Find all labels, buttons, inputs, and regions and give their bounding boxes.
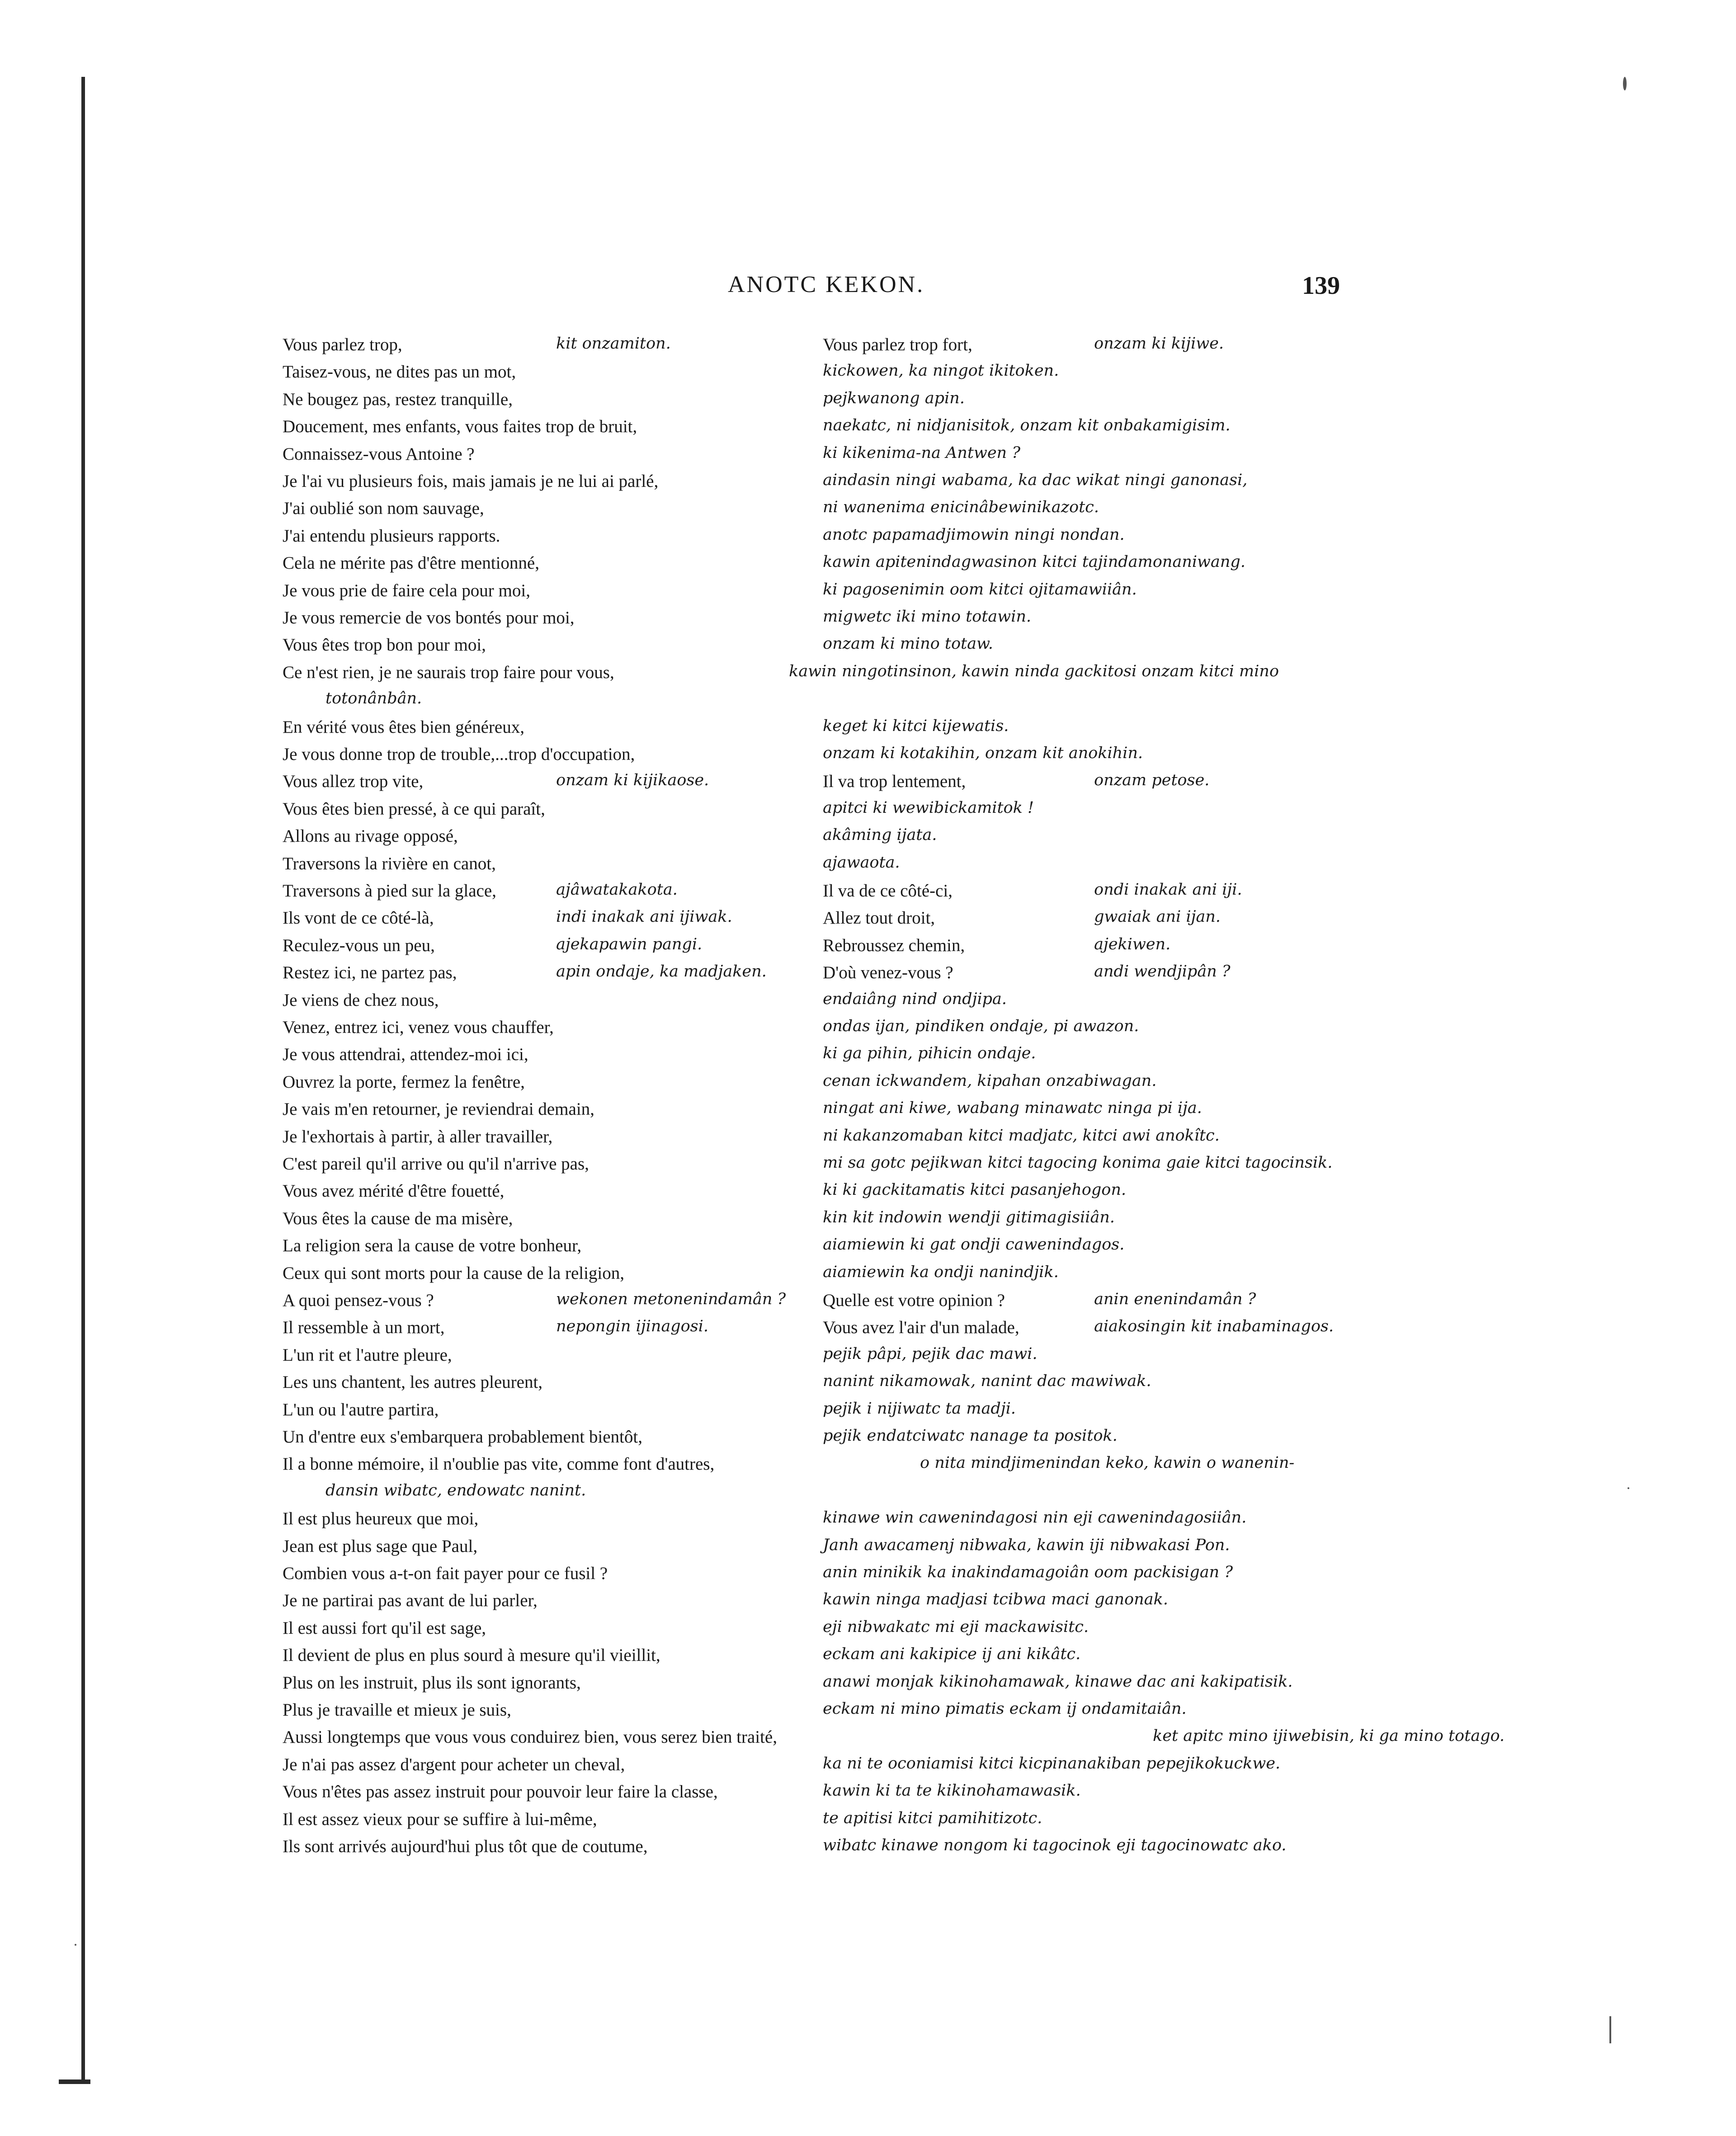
french-phrase: Vous êtes la cause de ma misère,: [283, 1208, 513, 1228]
ojibwe-translation: ajekiwen.: [1094, 935, 1171, 953]
ojibwe-translation: onzam petose.: [1094, 771, 1210, 790]
phrase-line: [0, 1645, 1736, 1672]
french-phrase: Allons au rivage opposé,: [283, 826, 458, 846]
phrase-line: [0, 1154, 1736, 1181]
ojibwe-translation: ki ki gackitamatis kitci pasanjehogon.: [823, 1181, 1127, 1199]
phrase-line: [0, 1509, 1736, 1536]
french-phrase: Je vais m'en retourner, je reviendrai demain,: [283, 1099, 594, 1119]
ojibwe-translation: aindasin ningi wabama, ka dac wikat ningi ganonasi,: [823, 471, 1248, 489]
french-phrase: Venez, entrez ici, venez vous chauffer,: [283, 1018, 554, 1037]
french-phrase: D'où venez-vous ?: [823, 963, 953, 983]
ojibwe-translation: ni wanenima enicinâbewinikazotc.: [823, 498, 1099, 517]
french-phrase: Un d'entre eux s'embarquera probablement bientôt,: [283, 1427, 642, 1447]
french-phrase: Je vous prie de faire cela pour moi,: [283, 580, 530, 600]
french-phrase: Ouvrez la porte, fermez la fenêtre,: [283, 1072, 525, 1092]
phrase-line: [0, 962, 1736, 990]
ojibwe-translation: eckam ani kakipice ij ani kikâtc.: [823, 1645, 1081, 1664]
ojibwe-translation: endaiâng nind ondjipa.: [823, 990, 1007, 1008]
ojibwe-translation: wibatc kinawe nongom ki tagocinok eji tagocinowatc ako.: [823, 1836, 1287, 1854]
phrase-line: [0, 1809, 1736, 1836]
french-phrase: Taisez-vous, ne dites pas un mot,: [283, 362, 516, 382]
ojibwe-translation-continued: dansin wibatc, endowatc nanint.: [326, 1481, 586, 1499]
ojibwe-translation: pejik endatciwatc nanage ta positok.: [823, 1427, 1118, 1445]
french-phrase: Il va de ce côté-ci,: [823, 881, 953, 901]
ojibwe-translation: o nita mindjimenindan keko, kawin o wanenin-: [920, 1454, 1295, 1472]
french-phrase: L'un ou l'autre partira,: [283, 1400, 439, 1419]
french-phrase: Ce n'est rien, je ne saurais trop faire pour vous,: [283, 662, 614, 682]
ojibwe-translation: kawin ningotinsinon, kawin ninda gackitosi onzam kitci mino: [789, 662, 1279, 680]
french-phrase: Rebroussez chemin,: [823, 935, 965, 955]
phrase-list: [0, 335, 1736, 1872]
french-phrase: Traversons la rivière en canot,: [283, 853, 496, 873]
ojibwe-translation: pejkwanong apin.: [823, 389, 965, 407]
phrase-line: [0, 1454, 1736, 1481]
phrase-line: [0, 826, 1736, 853]
ojibwe-translation: ondas ijan, pindiken ondaje, pi awazon.: [823, 1017, 1139, 1035]
phrase-line: [0, 744, 1736, 771]
ojibwe-translation: migwetc iki mino totawin.: [823, 608, 1031, 626]
scan-speck: [1609, 2016, 1611, 2043]
ojibwe-translation: anawi monjak kikinohamawak, kinawe dac ani kakipatisik.: [823, 1672, 1293, 1691]
ojibwe-translation: onzam ki kotakihin, onzam kit anokihin.: [823, 744, 1143, 762]
ojibwe-translation: kawin ki ta te kikinohamawasik.: [823, 1782, 1081, 1800]
ojibwe-translation: ningat ani kiwe, wabang minawatc ninga pi ija.: [823, 1099, 1202, 1118]
phrase-line: [0, 1317, 1736, 1344]
scan-speck: [1628, 1487, 1629, 1489]
french-phrase: Je ne partirai pas avant de lui parler,: [283, 1591, 538, 1611]
french-phrase: Allez tout droit,: [823, 908, 935, 928]
french-phrase: Ils vont de ce côté-là,: [283, 908, 434, 928]
french-phrase: En vérité vous êtes bien généreux,: [283, 717, 524, 737]
french-phrase: Je vous remercie de vos bontés pour moi,: [283, 608, 575, 627]
french-phrase: Vous parlez trop,: [283, 335, 402, 354]
scan-speck: [75, 1944, 76, 1946]
ojibwe-translation: kawin apitenindagwasinon kitci tajindamonaniwang.: [823, 553, 1245, 571]
ojibwe-translation: indi inakak ani ijiwak.: [556, 908, 732, 926]
ojibwe-translation: ki kikenima-na Antwen ?: [823, 443, 1020, 462]
french-phrase: Plus je travaille et mieux je suis,: [283, 1700, 511, 1720]
french-phrase: Restez ici, ne partez pas,: [283, 963, 457, 983]
ojibwe-translation: ni kakanzomaban kitci madjatc, kitci awi anokîtc.: [823, 1126, 1220, 1145]
french-phrase: Je vous donne trop de trouble,...trop d'occupation,: [283, 745, 635, 764]
french-phrase: Vous êtes trop bon pour moi,: [283, 635, 486, 655]
french-phrase: Je l'exhortais à partir, à aller travailler,: [283, 1127, 553, 1146]
french-phrase: Il est plus heureux que moi,: [283, 1509, 479, 1529]
phrase-line: [0, 362, 1736, 389]
french-phrase: Vous avez l'air d'un malade,: [823, 1318, 1019, 1338]
french-phrase: A quoi pensez-vous ?: [283, 1291, 434, 1310]
ojibwe-translation: ajâwatakakota.: [556, 881, 678, 899]
french-phrase: Reculez-vous un peu,: [283, 935, 435, 955]
ojibwe-translation: onzam ki kijikaose.: [556, 771, 709, 790]
ojibwe-translation: kawin ninga madjasi tcibwa maci ganonak.: [823, 1590, 1168, 1609]
french-phrase: Je l'ai vu plusieurs fois, mais jamais je ne lui ai parlé,: [283, 472, 659, 491]
ojibwe-translation: onzam ki kijiwe.: [1094, 335, 1224, 353]
ojibwe-translation: te apitisi kitci pamihitizotc.: [823, 1809, 1043, 1827]
french-phrase: Combien vous a-t-on fait payer pour ce fusil ?: [283, 1564, 608, 1583]
french-phrase: Plus on les instruit, plus ils sont ignorants,: [283, 1673, 581, 1693]
french-phrase: Je viens de chez nous,: [283, 990, 439, 1010]
ojibwe-translation: ki pagosenimin oom kitci ojitamawiiân.: [823, 580, 1137, 599]
phrase-line: [0, 1536, 1736, 1563]
ojibwe-translation: aiakosingin kit inabaminagos.: [1094, 1317, 1334, 1336]
running-title: ANOTC KEKON.: [728, 272, 925, 297]
ojibwe-translation: kinawe win cawenindagosi nin eji cawenindagosiiân.: [823, 1509, 1247, 1527]
french-phrase: C'est pareil qu'il arrive ou qu'il n'arrive pas,: [283, 1154, 589, 1174]
french-phrase: Connaissez-vous Antoine ?: [283, 444, 475, 464]
french-phrase: Vous allez trop vite,: [283, 772, 424, 792]
ojibwe-translation: kickowen, ka ningot ikitoken.: [823, 362, 1059, 380]
ojibwe-translation: gwaiak ani ijan.: [1094, 908, 1221, 926]
phrase-line: [0, 1099, 1736, 1126]
page-header: [0, 271, 1736, 307]
french-phrase: Jean est plus sage que Paul,: [283, 1536, 478, 1556]
ojibwe-translation: eji nibwakatc mi eji mackawisitc.: [823, 1617, 1089, 1636]
phrase-line: [0, 853, 1736, 881]
phrase-line: [0, 1700, 1736, 1727]
phrase-line: [0, 1427, 1736, 1454]
french-phrase: La religion sera la cause de votre bonheur,: [283, 1236, 582, 1256]
french-phrase: Ceux qui sont morts pour la cause de la religion,: [283, 1263, 625, 1283]
ojibwe-translation: andi wendjipân ?: [1094, 962, 1231, 981]
phrase-line: [0, 1263, 1736, 1290]
french-phrase: Il est assez vieux pour se suffire à lui-même,: [283, 1809, 597, 1829]
phrase-line: [0, 908, 1736, 935]
french-phrase: Aussi longtemps que vous vous conduirez bien, vous serez bien traité,: [283, 1727, 777, 1747]
ojibwe-translation: kin kit indowin wendji gitimagisiiân.: [823, 1208, 1115, 1226]
phrase-line: [0, 1481, 1736, 1509]
phrase-line: [0, 498, 1736, 525]
ojibwe-translation-continued: totonânbân.: [326, 689, 422, 708]
french-phrase: Vous n'êtes pas assez instruit pour pouvoir leur faire la classe,: [283, 1782, 718, 1802]
phrase-line: [0, 1782, 1736, 1809]
phrase-line: [0, 1727, 1736, 1754]
ojibwe-translation: pejik pâpi, pejik dac mawi.: [823, 1344, 1038, 1363]
ojibwe-translation: kit onzamiton.: [556, 335, 671, 353]
phrase-line: [0, 1208, 1736, 1235]
ojibwe-translation: cenan ickwandem, kipahan onzabiwagan.: [823, 1071, 1157, 1090]
ojibwe-translation: ondi inakak ani iji.: [1094, 881, 1242, 899]
ojibwe-translation: ajekapawin pangi.: [556, 935, 703, 953]
phrase-line: [0, 1400, 1736, 1427]
phrase-line: [0, 717, 1736, 744]
ojibwe-translation: apitci ki wewibickamitok !: [823, 798, 1034, 817]
phrase-line: [0, 471, 1736, 498]
french-phrase: Il a bonne mémoire, il n'oublie pas vite, comme font d'autres,: [283, 1454, 715, 1474]
french-phrase: Quelle est votre opinion ?: [823, 1291, 1005, 1310]
french-phrase: Il ressemble à un mort,: [283, 1318, 445, 1338]
phrase-line: [0, 935, 1736, 962]
phrase-line: [0, 1127, 1736, 1154]
phrase-line: [0, 1017, 1736, 1044]
phrase-line: [0, 799, 1736, 826]
french-phrase: Il va trop lentement,: [823, 772, 966, 792]
phrase-line: [0, 662, 1736, 689]
french-phrase: Vous êtes bien pressé, à ce qui paraît,: [283, 799, 545, 819]
ojibwe-translation: anotc papamadjimowin ningi nondan.: [823, 525, 1125, 544]
ojibwe-translation: aiamiewin ka ondji nanindjik.: [823, 1263, 1059, 1281]
ojibwe-translation: nepongin ijinagosi.: [556, 1317, 708, 1336]
phrase-line: [0, 771, 1736, 798]
phrase-line: [0, 1290, 1736, 1317]
french-phrase: Je vous attendrai, attendez-moi ici,: [283, 1045, 528, 1065]
phrase-line: [0, 1072, 1736, 1099]
phrase-line: [0, 1345, 1736, 1372]
phrase-line: [0, 389, 1736, 416]
phrase-line: [0, 990, 1736, 1017]
phrase-line: [0, 881, 1736, 908]
ojibwe-translation: anin enenindamân ?: [1094, 1290, 1256, 1308]
french-phrase: J'ai oublié son nom sauvage,: [283, 499, 484, 519]
phrase-line: [0, 553, 1736, 580]
scan-speck: [1623, 77, 1627, 90]
french-phrase: Il devient de plus en plus sourd à mesure qu'il vieillit,: [283, 1646, 660, 1665]
phrase-line: [0, 1563, 1736, 1590]
ojibwe-translation: pejik i nijiwatc ta madji.: [823, 1399, 1016, 1418]
ojibwe-translation: ket apitc mino ijiwebisin, ki ga mino totago.: [1153, 1727, 1505, 1745]
ojibwe-translation: onzam ki mino totaw.: [823, 635, 993, 653]
ojibwe-translation: ajawaota.: [823, 853, 900, 872]
phrase-line: [0, 1235, 1736, 1263]
ojibwe-translation: ka ni te oconiamisi kitci kicpinanakiban pepejikokuckwe.: [823, 1754, 1281, 1773]
french-phrase: Vous parlez trop fort,: [823, 335, 972, 354]
french-phrase: Je n'ai pas assez d'argent pour acheter un cheval,: [283, 1754, 625, 1774]
french-phrase: Vous avez mérité d'être fouetté,: [283, 1181, 505, 1201]
phrase-line: [0, 526, 1736, 553]
ojibwe-translation: anin minikik ka inakindamagoiân oom packisigan ?: [823, 1563, 1233, 1581]
ojibwe-translation: wekonen metonenindamân ?: [556, 1290, 786, 1308]
ojibwe-translation: Janh awacamenj nibwaka, kawin iji nibwakasi Pon.: [823, 1536, 1230, 1554]
phrase-line: [0, 580, 1736, 608]
phrase-line: [0, 635, 1736, 662]
french-phrase: Il est aussi fort qu'il est sage,: [283, 1618, 486, 1638]
page-number: 139: [1302, 272, 1340, 300]
ojibwe-translation: ki ga pihin, pihicin ondaje.: [823, 1044, 1036, 1063]
phrase-line: [0, 416, 1736, 443]
french-phrase: Les uns chantent, les autres pleurent,: [283, 1372, 543, 1392]
page-binding-foot: [59, 2079, 90, 2084]
french-phrase: Cela ne mérite pas d'être mentionné,: [283, 553, 539, 573]
french-phrase: Doucement, mes enfants, vous faites trop de bruit,: [283, 417, 637, 437]
ojibwe-translation: apin ondaje, ka madjaken.: [556, 962, 767, 981]
french-phrase: Traversons à pied sur la glace,: [283, 881, 496, 901]
ojibwe-translation: akâming ijata.: [823, 826, 937, 844]
phrase-line: [0, 335, 1736, 362]
phrase-line: [0, 1372, 1736, 1399]
phrase-line: [0, 1754, 1736, 1782]
ojibwe-translation: eckam ni mino pimatis eckam ij ondamitaiân.: [823, 1700, 1187, 1718]
phrase-line: [0, 1044, 1736, 1071]
french-phrase: Ne bougez pas, restez tranquille,: [283, 389, 513, 409]
phrase-line: [0, 1673, 1736, 1700]
phrase-line: [0, 444, 1736, 471]
phrase-line: [0, 1590, 1736, 1617]
french-phrase: Ils sont arrivés aujourd'hui plus tôt que de coutume,: [283, 1837, 648, 1856]
phrase-line: [0, 608, 1736, 635]
ojibwe-translation: keget ki kitci kijewatis.: [823, 717, 1009, 735]
ojibwe-translation: nanint nikamowak, nanint dac mawiwak.: [823, 1372, 1151, 1391]
ojibwe-translation: naekatc, ni nidjanisitok, onzam kit onbakamigisim.: [823, 416, 1231, 435]
phrase-line: [0, 689, 1736, 717]
ojibwe-translation: mi sa gotc pejikwan kitci tagocing konima gaie kitci tagocinsik.: [823, 1154, 1333, 1172]
ojibwe-translation: aiamiewin ki gat ondji cawenindagos.: [823, 1235, 1125, 1254]
french-phrase: J'ai entendu plusieurs rapports.: [283, 526, 500, 546]
french-phrase: L'un rit et l'autre pleure,: [283, 1345, 452, 1365]
phrase-line: [0, 1618, 1736, 1645]
phrase-line: [0, 1836, 1736, 1863]
phrase-line: [0, 1181, 1736, 1208]
